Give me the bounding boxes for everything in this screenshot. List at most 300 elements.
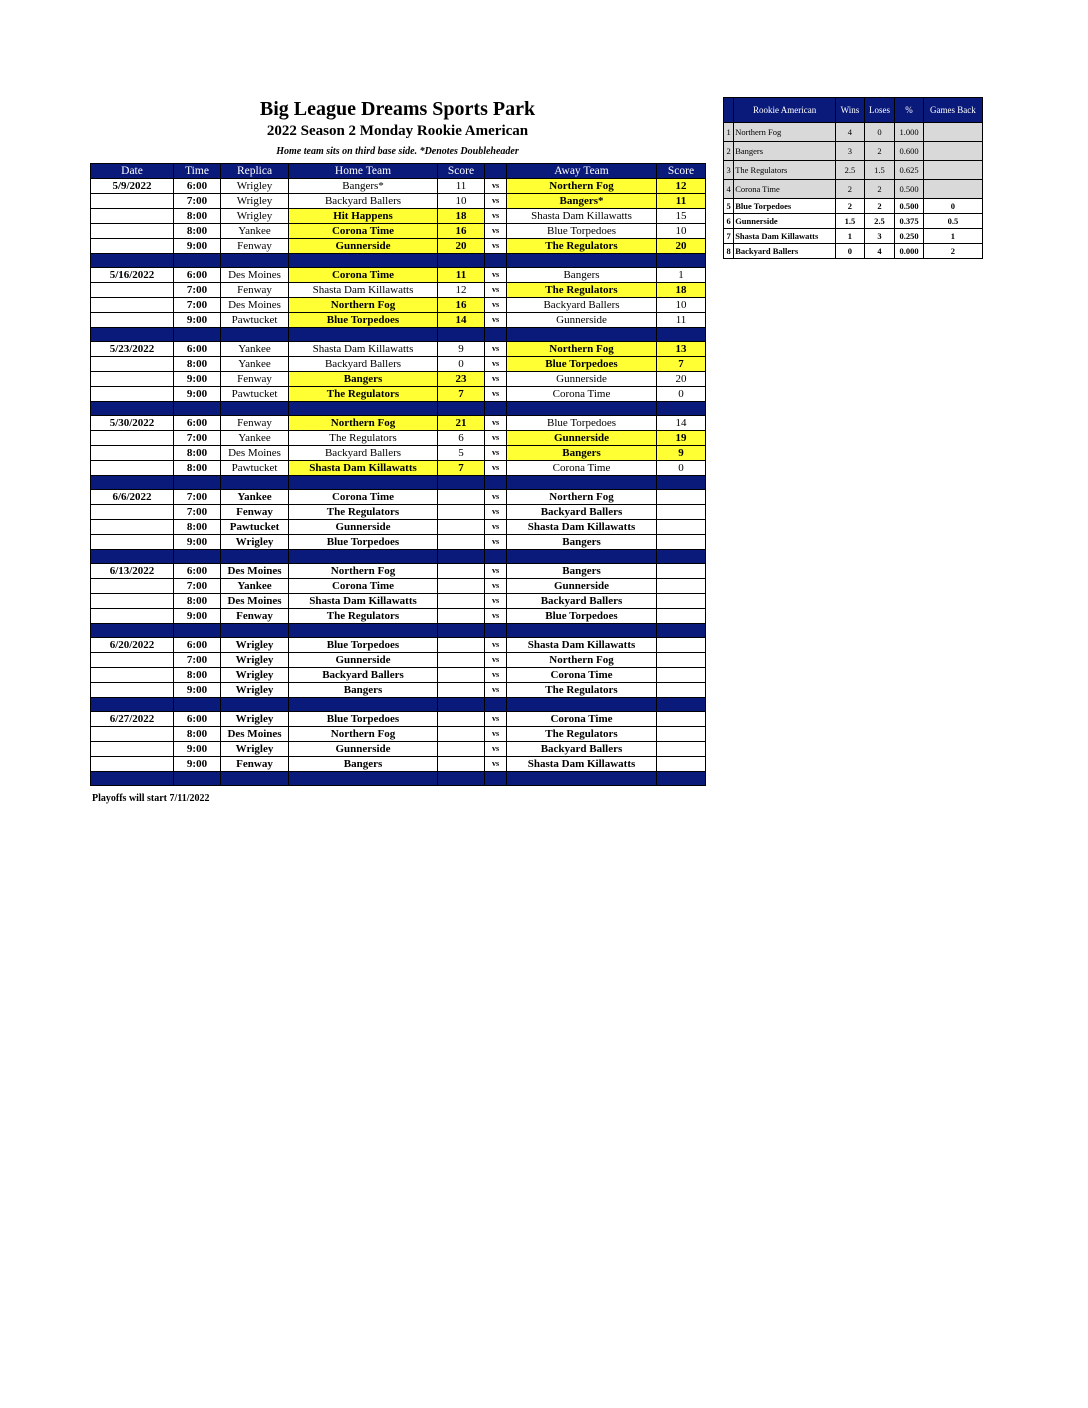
vs-label: vs <box>485 224 507 239</box>
home-team: Bangers <box>289 757 438 772</box>
home-team: Blue Torpedoes <box>289 535 438 550</box>
schedule-table <box>90 163 706 786</box>
away-score <box>657 609 706 624</box>
vs-label: vs <box>485 712 507 727</box>
vs-label: vs <box>485 179 507 194</box>
game-field: Yankee <box>221 342 289 357</box>
schedule-row <box>91 638 706 653</box>
team-wins: 2 <box>836 180 865 199</box>
home-score <box>438 505 485 520</box>
away-team: The Regulators <box>507 239 657 254</box>
game-field: Wrigley <box>221 179 289 194</box>
team-pct: 0.250 <box>895 229 924 244</box>
standings-row <box>724 161 983 180</box>
home-score: 7 <box>438 387 485 402</box>
vs-label: vs <box>485 742 507 757</box>
game-date <box>91 298 174 313</box>
away-team: Corona Time <box>507 712 657 727</box>
standings-row <box>724 229 983 244</box>
game-time: 8:00 <box>174 594 221 609</box>
team-games-back <box>923 142 982 161</box>
team-pct: 0.625 <box>895 161 924 180</box>
team-rank: 6 <box>724 214 734 229</box>
game-time: 7:00 <box>174 653 221 668</box>
schedule-row <box>91 179 706 194</box>
home-team: Gunnerside <box>289 742 438 757</box>
away-score <box>657 505 706 520</box>
vs-label: vs <box>485 283 507 298</box>
team-rank: 3 <box>724 161 734 180</box>
team-wins: 1 <box>836 229 865 244</box>
game-field: Wrigley <box>221 683 289 698</box>
home-score <box>438 683 485 698</box>
game-field: Wrigley <box>221 209 289 224</box>
game-field: Des Moines <box>221 594 289 609</box>
schedule-row <box>91 387 706 402</box>
game-date: 6/20/2022 <box>91 638 174 653</box>
game-field: Wrigley <box>221 742 289 757</box>
game-time: 9:00 <box>174 757 221 772</box>
away-score: 11 <box>657 313 706 328</box>
home-score: 9 <box>438 342 485 357</box>
game-date <box>91 742 174 757</box>
schedule-row <box>91 564 706 579</box>
home-team: Backyard Ballers <box>289 357 438 372</box>
schedule-row <box>91 313 706 328</box>
schedule-row <box>91 579 706 594</box>
team-wins: 3 <box>836 142 865 161</box>
vs-label: vs <box>485 668 507 683</box>
game-date <box>91 446 174 461</box>
game-time: 7:00 <box>174 505 221 520</box>
vs-label: vs <box>485 461 507 476</box>
schedule-row <box>91 609 706 624</box>
away-score <box>657 594 706 609</box>
home-score: 6 <box>438 431 485 446</box>
standings-row <box>724 214 983 229</box>
col-vs <box>485 164 507 179</box>
away-score: 19 <box>657 431 706 446</box>
away-score: 1 <box>657 268 706 283</box>
game-time: 6:00 <box>174 564 221 579</box>
schedule-row <box>91 372 706 387</box>
schedule-row <box>91 342 706 357</box>
week-separator <box>91 550 706 564</box>
vs-label: vs <box>485 387 507 402</box>
schedule-row <box>91 742 706 757</box>
col-wins: Wins <box>836 98 865 123</box>
schedule-row <box>91 594 706 609</box>
game-date: 6/6/2022 <box>91 490 174 505</box>
away-score: 0 <box>657 387 706 402</box>
game-time: 6:00 <box>174 416 221 431</box>
game-date <box>91 194 174 209</box>
team-wins: 4 <box>836 123 865 142</box>
week-separator <box>91 254 706 268</box>
week-separator <box>91 624 706 638</box>
team-pct: 0.500 <box>895 199 924 214</box>
away-team: The Regulators <box>507 727 657 742</box>
team-rank: 7 <box>724 229 734 244</box>
vs-label: vs <box>485 431 507 446</box>
away-team: Shasta Dam Killawatts <box>507 638 657 653</box>
team-name: Shasta Dam Killawatts <box>734 229 836 244</box>
away-team: Bangers <box>507 564 657 579</box>
home-score: 5 <box>438 446 485 461</box>
home-score: 18 <box>438 209 485 224</box>
col-home-score: Score <box>438 164 485 179</box>
home-team: Corona Time <box>289 268 438 283</box>
away-team: Northern Fog <box>507 653 657 668</box>
game-time: 7:00 <box>174 298 221 313</box>
game-time: 8:00 <box>174 446 221 461</box>
team-wins: 2.5 <box>836 161 865 180</box>
away-team: Bangers <box>507 268 657 283</box>
game-field: Pawtucket <box>221 461 289 476</box>
vs-label: vs <box>485 416 507 431</box>
game-date <box>91 535 174 550</box>
vs-label: vs <box>485 505 507 520</box>
team-rank: 4 <box>724 180 734 199</box>
game-time: 6:00 <box>174 342 221 357</box>
standings-table <box>723 97 983 259</box>
game-date <box>91 209 174 224</box>
vs-label: vs <box>485 683 507 698</box>
game-time: 8:00 <box>174 520 221 535</box>
team-rank: 5 <box>724 199 734 214</box>
game-field: Des Moines <box>221 446 289 461</box>
home-score: 11 <box>438 268 485 283</box>
schedule-row <box>91 461 706 476</box>
away-team: Gunnerside <box>507 313 657 328</box>
team-games-back: 1 <box>923 229 982 244</box>
vs-label: vs <box>485 757 507 772</box>
vs-label: vs <box>485 520 507 535</box>
vs-label: vs <box>485 357 507 372</box>
standings-row <box>724 199 983 214</box>
col-division: Rookie American <box>734 98 836 123</box>
team-loses: 2 <box>864 142 895 161</box>
game-date <box>91 224 174 239</box>
game-time: 6:00 <box>174 638 221 653</box>
game-field: Yankee <box>221 431 289 446</box>
game-field: Wrigley <box>221 653 289 668</box>
game-date <box>91 609 174 624</box>
game-time: 7:00 <box>174 579 221 594</box>
schedule-row <box>91 446 706 461</box>
game-field: Des Moines <box>221 298 289 313</box>
away-score: 9 <box>657 446 706 461</box>
game-time: 6:00 <box>174 268 221 283</box>
game-time: 8:00 <box>174 668 221 683</box>
schedule-row <box>91 194 706 209</box>
away-score: 10 <box>657 298 706 313</box>
game-field: Fenway <box>221 609 289 624</box>
home-team: Corona Time <box>289 224 438 239</box>
game-date <box>91 683 174 698</box>
home-score: 12 <box>438 283 485 298</box>
game-date <box>91 520 174 535</box>
away-team: Backyard Ballers <box>507 298 657 313</box>
home-team: The Regulators <box>289 609 438 624</box>
home-team: The Regulators <box>289 387 438 402</box>
game-date <box>91 372 174 387</box>
schedule-row <box>91 757 706 772</box>
game-time: 9:00 <box>174 239 221 254</box>
vs-label: vs <box>485 268 507 283</box>
home-team: Backyard Ballers <box>289 446 438 461</box>
home-team: Hit Happens <box>289 209 438 224</box>
home-team: Northern Fog <box>289 298 438 313</box>
game-date <box>91 431 174 446</box>
game-time: 7:00 <box>174 283 221 298</box>
game-time: 8:00 <box>174 224 221 239</box>
home-team: Gunnerside <box>289 239 438 254</box>
week-separator <box>91 402 706 416</box>
vs-label: vs <box>485 372 507 387</box>
team-loses: 4 <box>864 244 895 259</box>
game-time: 9:00 <box>174 372 221 387</box>
game-date <box>91 727 174 742</box>
vs-label: vs <box>485 579 507 594</box>
game-date <box>91 653 174 668</box>
game-date <box>91 283 174 298</box>
game-time: 7:00 <box>174 431 221 446</box>
home-score: 21 <box>438 416 485 431</box>
game-date <box>91 505 174 520</box>
schedule-row <box>91 505 706 520</box>
home-score: 16 <box>438 298 485 313</box>
standings-row <box>724 142 983 161</box>
away-score <box>657 579 706 594</box>
team-pct: 0.500 <box>895 180 924 199</box>
col-home-team: Home Team <box>289 164 438 179</box>
col-time: Time <box>174 164 221 179</box>
home-score <box>438 638 485 653</box>
home-score <box>438 727 485 742</box>
team-loses: 2 <box>864 180 895 199</box>
home-score <box>438 712 485 727</box>
away-team: Corona Time <box>507 461 657 476</box>
game-date: 5/23/2022 <box>91 342 174 357</box>
col-away-team: Away Team <box>507 164 657 179</box>
team-wins: 1.5 <box>836 214 865 229</box>
away-score: 15 <box>657 209 706 224</box>
col-pct: % <box>895 98 924 123</box>
game-date: 5/16/2022 <box>91 268 174 283</box>
away-score: 10 <box>657 224 706 239</box>
home-score <box>438 594 485 609</box>
away-team: Corona Time <box>507 387 657 402</box>
game-field: Fenway <box>221 283 289 298</box>
schedule-row <box>91 520 706 535</box>
game-date <box>91 594 174 609</box>
team-name: Northern Fog <box>734 123 836 142</box>
away-score <box>657 683 706 698</box>
col-rank <box>724 98 734 123</box>
game-time: 9:00 <box>174 387 221 402</box>
schedule-row <box>91 298 706 313</box>
team-name: Backyard Ballers <box>734 244 836 259</box>
game-date: 5/9/2022 <box>91 179 174 194</box>
col-replica: Replica <box>221 164 289 179</box>
away-team: Corona Time <box>507 668 657 683</box>
game-field: Wrigley <box>221 535 289 550</box>
away-score <box>657 727 706 742</box>
game-field: Wrigley <box>221 712 289 727</box>
away-score <box>657 668 706 683</box>
game-time: 6:00 <box>174 712 221 727</box>
team-pct: 1.000 <box>895 123 924 142</box>
game-field: Yankee <box>221 224 289 239</box>
away-score <box>657 490 706 505</box>
away-score: 7 <box>657 357 706 372</box>
away-team: Gunnerside <box>507 372 657 387</box>
home-team: The Regulators <box>289 431 438 446</box>
away-score <box>657 742 706 757</box>
team-pct: 0.375 <box>895 214 924 229</box>
schedule-row <box>91 416 706 431</box>
team-pct: 0.000 <box>895 244 924 259</box>
game-time: 9:00 <box>174 683 221 698</box>
schedule-row <box>91 712 706 727</box>
away-score: 12 <box>657 179 706 194</box>
home-score: 0 <box>438 357 485 372</box>
away-team: Gunnerside <box>507 431 657 446</box>
playoffs-note: Playoffs will start 7/11/2022 <box>92 793 210 804</box>
team-pct: 0.600 <box>895 142 924 161</box>
away-team: Backyard Ballers <box>507 594 657 609</box>
game-field: Wrigley <box>221 668 289 683</box>
home-score <box>438 564 485 579</box>
game-field: Fenway <box>221 757 289 772</box>
team-games-back: 0 <box>923 199 982 214</box>
home-team: Shasta Dam Killawatts <box>289 283 438 298</box>
home-team: Northern Fog <box>289 416 438 431</box>
team-games-back <box>923 123 982 142</box>
team-name: Bangers <box>734 142 836 161</box>
col-date: Date <box>91 164 174 179</box>
week-separator <box>91 698 706 712</box>
game-field: Fenway <box>221 239 289 254</box>
home-score <box>438 535 485 550</box>
away-team: Bangers <box>507 446 657 461</box>
game-date <box>91 579 174 594</box>
home-team: The Regulators <box>289 505 438 520</box>
away-team: Northern Fog <box>507 179 657 194</box>
game-field: Fenway <box>221 416 289 431</box>
vs-label: vs <box>485 342 507 357</box>
vs-label: vs <box>485 298 507 313</box>
away-team: Shasta Dam Killawatts <box>507 757 657 772</box>
game-date <box>91 757 174 772</box>
away-score: 14 <box>657 416 706 431</box>
home-team: Bangers <box>289 372 438 387</box>
home-team-note: Home team sits on third base side. *Denotes Doubleheader <box>276 146 519 157</box>
game-field: Fenway <box>221 505 289 520</box>
home-team: Blue Torpedoes <box>289 638 438 653</box>
away-score <box>657 757 706 772</box>
vs-label: vs <box>485 446 507 461</box>
vs-label: vs <box>485 490 507 505</box>
away-team: Bangers <box>507 535 657 550</box>
home-team: Blue Torpedoes <box>289 313 438 328</box>
game-field: Yankee <box>221 579 289 594</box>
away-team: Backyard Ballers <box>507 742 657 757</box>
away-score <box>657 520 706 535</box>
game-time: 8:00 <box>174 209 221 224</box>
standings-row <box>724 180 983 199</box>
standings-row <box>724 123 983 142</box>
team-wins: 2 <box>836 199 865 214</box>
home-team: Bangers <box>289 683 438 698</box>
home-team: Corona Time <box>289 490 438 505</box>
away-score <box>657 712 706 727</box>
home-team: Shasta Dam Killawatts <box>289 594 438 609</box>
away-team: Northern Fog <box>507 342 657 357</box>
schedule-row <box>91 535 706 550</box>
game-time: 8:00 <box>174 461 221 476</box>
home-score: 23 <box>438 372 485 387</box>
schedule-row <box>91 357 706 372</box>
away-team: Blue Torpedoes <box>507 416 657 431</box>
game-time: 9:00 <box>174 313 221 328</box>
team-rank: 8 <box>724 244 734 259</box>
away-team: Bangers* <box>507 194 657 209</box>
game-field: Pawtucket <box>221 387 289 402</box>
team-loses: 2.5 <box>864 214 895 229</box>
col-loses: Loses <box>864 98 895 123</box>
game-time: 6:00 <box>174 179 221 194</box>
vs-label: vs <box>485 727 507 742</box>
game-time: 9:00 <box>174 609 221 624</box>
col-away-score: Score <box>657 164 706 179</box>
away-score: 11 <box>657 194 706 209</box>
home-team: Shasta Dam Killawatts <box>289 461 438 476</box>
game-date <box>91 239 174 254</box>
schedule-row <box>91 268 706 283</box>
home-score: 11 <box>438 179 485 194</box>
home-score <box>438 742 485 757</box>
home-score <box>438 668 485 683</box>
team-name: Corona Time <box>734 180 836 199</box>
away-score <box>657 653 706 668</box>
home-score <box>438 579 485 594</box>
home-score <box>438 520 485 535</box>
game-date <box>91 357 174 372</box>
team-name: Blue Torpedoes <box>734 199 836 214</box>
away-score: 18 <box>657 283 706 298</box>
away-team: Shasta Dam Killawatts <box>507 209 657 224</box>
home-team: Northern Fog <box>289 727 438 742</box>
vs-label: vs <box>485 609 507 624</box>
week-separator <box>91 772 706 786</box>
home-team: Bangers* <box>289 179 438 194</box>
vs-label: vs <box>485 594 507 609</box>
page-subtitle: 2022 Season 2 Monday Rookie American <box>266 123 529 139</box>
home-score <box>438 490 485 505</box>
game-time: 7:00 <box>174 194 221 209</box>
home-score <box>438 757 485 772</box>
schedule-row <box>91 224 706 239</box>
home-score: 10 <box>438 194 485 209</box>
vs-label: vs <box>485 313 507 328</box>
home-team: Corona Time <box>289 579 438 594</box>
away-team: Northern Fog <box>507 490 657 505</box>
team-loses: 2 <box>864 199 895 214</box>
team-games-back: 2 <box>923 244 982 259</box>
game-field: Des Moines <box>221 564 289 579</box>
